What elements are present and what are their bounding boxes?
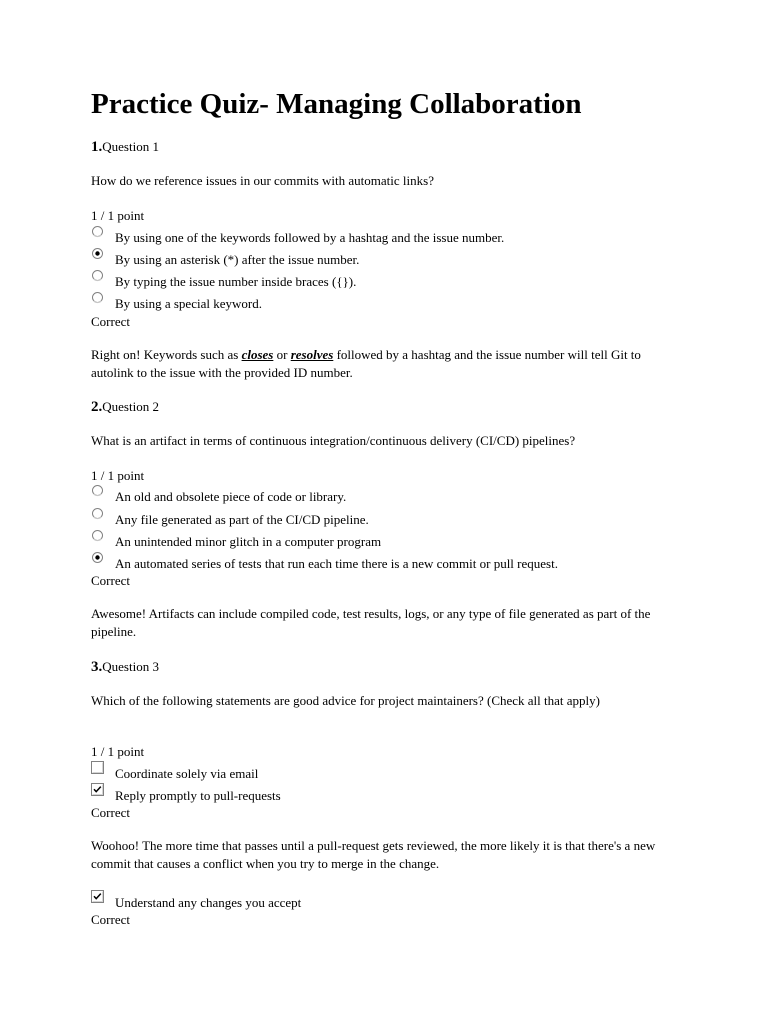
radio-unselected-icon[interactable]: [91, 291, 104, 304]
question-1-option-2-label: By using an asterisk (*) after the issue number.: [115, 252, 360, 267]
question-3-prompt: Which of the following statements are good advice for project maintainers? (Check all that apply): [91, 693, 600, 708]
question-1-option-3-label: By typing the issue number inside braces ({}).: [115, 274, 357, 289]
question-3-extra-status: Correct: [91, 912, 130, 927]
question-1-option-4[interactable]: [91, 295, 262, 312]
radio-unselected-icon[interactable]: [91, 529, 104, 542]
question-1-label: Question 1: [102, 139, 159, 154]
question-2-option-1[interactable]: [91, 488, 346, 505]
question-2-number: 2.: [91, 399, 103, 415]
radio-unselected-icon[interactable]: [91, 225, 104, 238]
radio-selected-icon[interactable]: [91, 247, 104, 260]
feedback-text: Right on! Keywords such as: [91, 347, 242, 362]
question-1-option-1[interactable]: [91, 229, 504, 246]
question-3-number: 3.: [91, 659, 103, 675]
radio-unselected-icon[interactable]: [91, 269, 104, 282]
question-2-prompt: What is an artifact in terms of continuous integration/continuous delivery (CI/CD) pipelines?: [91, 433, 576, 448]
question-2-option-3[interactable]: [91, 533, 381, 550]
question-3-option-1-label: Coordinate solely via email: [115, 766, 259, 781]
question-1-option-2[interactable]: [91, 251, 359, 268]
question-2-option-1-label: An old and obsolete piece of code or library.: [115, 489, 347, 504]
question-1-heading: [91, 138, 159, 156]
question-2-option-4-label: An automated series of tests that run each time there is a new commit or pull request.: [115, 556, 558, 571]
page-title: Practice Quiz- Managing Collaboration: [91, 88, 582, 120]
question-2-option-2[interactable]: [91, 511, 369, 528]
question-1-status: Correct: [91, 314, 130, 329]
keyword-resolves: resolves: [290, 347, 334, 362]
question-3-option-3[interactable]: [91, 894, 301, 911]
radio-unselected-icon[interactable]: [91, 507, 104, 520]
question-2-score: 1 / 1 point: [91, 468, 145, 483]
question-3-option-3-label: Understand any changes you accept: [115, 895, 302, 910]
question-2-option-3-label: An unintended minor glitch in a computer program: [115, 534, 382, 549]
radio-selected-icon[interactable]: [91, 551, 104, 564]
radio-unselected-icon[interactable]: [91, 484, 104, 497]
feedback-text: or: [273, 347, 291, 362]
question-3-option-2[interactable]: [91, 787, 281, 804]
question-3-feedback: Woohoo! The more time that passes until a pull-request gets reviewed, the more likely it is that there's a new commit that causes a conflict when you try to merge in the change.: [91, 838, 656, 871]
question-1-option-1-label: By using one of the keywords followed by a hashtag and the issue number.: [115, 230, 505, 245]
question-1-prompt: How do we reference issues in our commits with automatic links?: [91, 173, 434, 188]
question-3-score: 1 / 1 point: [91, 744, 145, 759]
question-1-option-3[interactable]: [91, 273, 356, 290]
question-3-status: Correct: [91, 805, 130, 820]
question-3-option-1[interactable]: [91, 765, 258, 782]
question-2-status: Correct: [91, 573, 130, 588]
question-3-option-2-label: Reply promptly to pull-requests: [115, 788, 281, 803]
question-2-label: Question 2: [102, 399, 159, 414]
question-2-heading: [91, 398, 159, 416]
question-1-option-4-label: By using a special keyword.: [115, 296, 262, 311]
keyword-closes: closes: [241, 347, 274, 362]
checkbox-checked-icon[interactable]: [91, 890, 104, 903]
question-1-score: 1 / 1 point: [91, 208, 145, 223]
feedback-text: followed by a hashtag and the issue number will tell Git to autolink to the issue with the provided ID number.: [91, 347, 641, 380]
question-1-number: 1.: [91, 139, 103, 155]
checkbox-unchecked-icon[interactable]: [91, 761, 104, 774]
question-2-option-2-label: Any file generated as part of the CI/CD pipeline.: [115, 512, 369, 527]
question-1-feedback: [91, 346, 681, 381]
question-2-feedback: Awesome! Artifacts can include compiled code, test results, logs, or any type of file generated as part of the pipeline.: [91, 606, 651, 639]
question-3-heading: [91, 658, 159, 676]
question-2-option-4[interactable]: [91, 555, 558, 572]
checkbox-checked-icon[interactable]: [91, 783, 104, 796]
question-3-label: Question 3: [102, 659, 159, 674]
